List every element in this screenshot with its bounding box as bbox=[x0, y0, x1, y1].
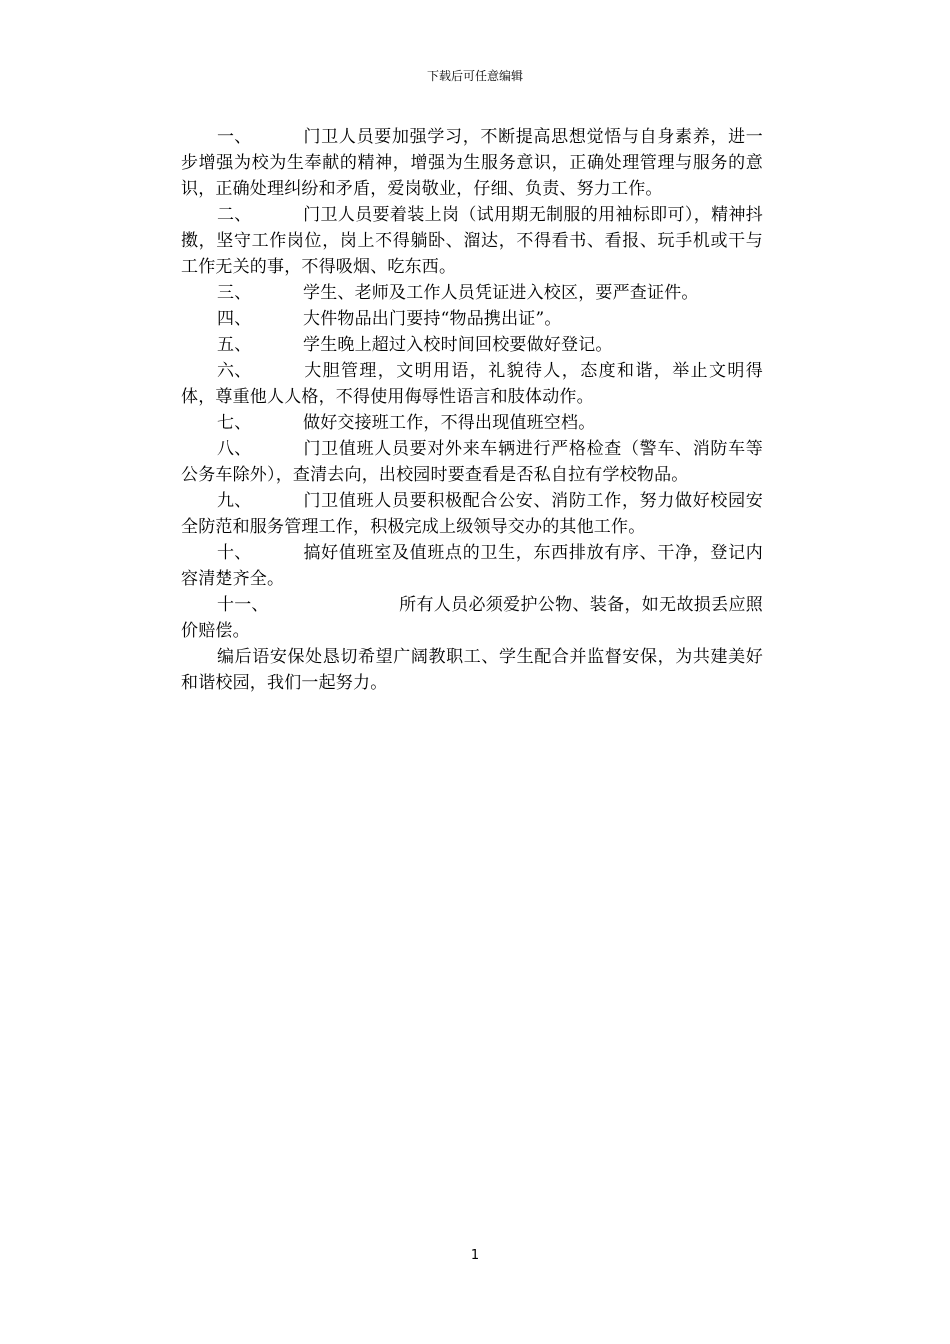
rule-number: 六、 bbox=[217, 361, 252, 381]
rule-item-6 bbox=[181, 358, 763, 410]
rule-number: 十、 bbox=[217, 543, 252, 563]
rule-text: 大件物品出门要持“物品携出证”。 bbox=[303, 309, 562, 329]
rule-text: 搞好值班室及值班点的卫生，东西排放有序、干净，登记内容清楚齐全。 bbox=[181, 543, 763, 589]
rule-number: 十一、 bbox=[217, 595, 269, 615]
rule-number: 四、 bbox=[217, 309, 252, 329]
document-body bbox=[181, 124, 763, 696]
rule-number: 三、 bbox=[217, 283, 252, 303]
rule-text: 门卫人员要加强学习，不断提高思想觉悟与自身素养，进一步增强为校为生奉献的精神，增强为生服务意识，正确处理管理与服务的意识，正确处理纠纷和矛盾，爱岗敬业，仔细、负责、努力工作。 bbox=[181, 127, 763, 199]
rule-text: 做好交接班工作，不得出现值班空档。 bbox=[303, 413, 596, 433]
rule-number: 一、 bbox=[217, 127, 252, 147]
rule-number: 五、 bbox=[217, 335, 252, 355]
rule-item-7 bbox=[181, 410, 763, 436]
rule-number: 二、 bbox=[217, 205, 252, 225]
rule-text: 学生晚上超过入校时间回校要做好登记。 bbox=[303, 335, 613, 355]
rule-item-11 bbox=[181, 592, 763, 644]
rule-item-3 bbox=[181, 280, 763, 306]
rule-item-2 bbox=[181, 202, 763, 280]
rule-text: 门卫值班人员要积极配合公安、消防工作，努力做好校园安全防范和服务管理工作，积极完成上级领导交办的其他工作。 bbox=[181, 491, 763, 537]
rule-text: 学生、老师及工作人员凭证进入校区，要严查证件。 bbox=[303, 283, 699, 303]
rule-item-5 bbox=[181, 332, 763, 358]
page-number: 1 bbox=[470, 1248, 480, 1263]
page-header: 下载后可任意编辑 bbox=[426, 69, 523, 83]
rule-text: 大胆管理，文明用语，礼貌待人，态度和谐，举止文明得体，尊重他人人格，不得使用侮辱性语言和肢体动作。 bbox=[181, 361, 763, 407]
rule-text: 门卫人员要着装上岗（试用期无制服的用袖标即可），精神抖擞，坚守工作岗位，岗上不得躺卧、溜达，不得看书、看报、玩手机或干与工作无关的事，不得吸烟、吃东西。 bbox=[181, 205, 763, 277]
rule-number: 九、 bbox=[217, 491, 252, 511]
rule-item-10 bbox=[181, 540, 763, 592]
rule-text: 门卫值班人员要对外来车辆进行严格检查（警车、消防车等公务车除外），查清去向，出校园时要查看是否私自拉有学校物品。 bbox=[181, 439, 763, 485]
rule-item-1 bbox=[181, 124, 763, 202]
rule-item-8 bbox=[181, 436, 763, 488]
rule-number: 七、 bbox=[217, 413, 252, 433]
rule-text: 所有人员必须爱护公物、装备，如无故损丢应照价赔偿。 bbox=[181, 595, 763, 641]
rule-item-9 bbox=[181, 488, 763, 540]
afterword: 编后语安保处恳切希望广阔教职工、学生配合并监督安保，为共建美好和谐校园，我们一起努力。 bbox=[181, 647, 763, 693]
rule-item-4 bbox=[181, 306, 763, 332]
rule-number: 八、 bbox=[217, 439, 252, 459]
